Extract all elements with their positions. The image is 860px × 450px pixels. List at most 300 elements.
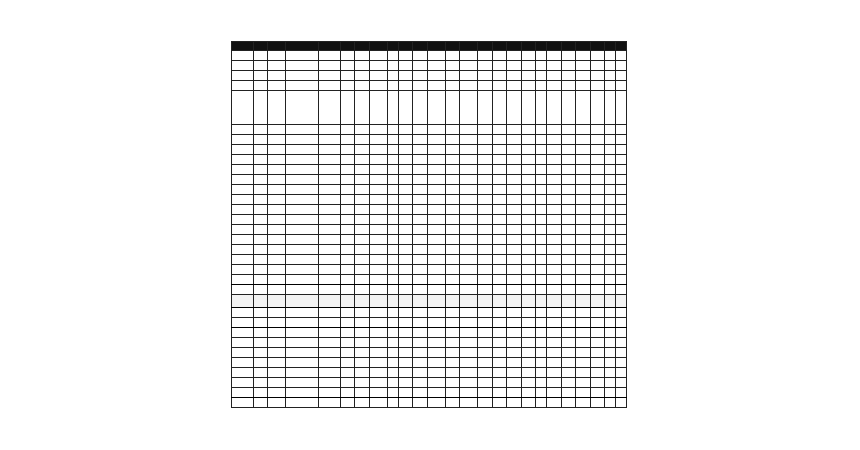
table-cell <box>232 91 254 125</box>
table-cell <box>605 125 616 135</box>
table-cell <box>615 215 626 225</box>
table-cell <box>286 195 319 205</box>
table-cell <box>268 255 286 265</box>
column-header <box>460 42 478 51</box>
table-cell <box>547 285 561 295</box>
table-cell <box>590 205 604 215</box>
table-cell <box>521 348 535 358</box>
column-header <box>268 42 286 51</box>
table-cell <box>355 175 369 185</box>
table-cell <box>286 125 319 135</box>
table-cell <box>460 175 478 185</box>
table-cell <box>398 318 412 328</box>
table-cell <box>615 165 626 175</box>
table-cell <box>398 348 412 358</box>
table-cell <box>232 245 254 255</box>
table-cell <box>340 378 354 388</box>
table-cell <box>413 165 427 175</box>
table-cell <box>460 125 478 135</box>
table-cell <box>318 368 340 378</box>
table-cell <box>615 175 626 185</box>
table-cell <box>536 51 547 61</box>
table-cell <box>605 71 616 81</box>
table-cell <box>445 378 459 388</box>
table-cell <box>286 135 319 145</box>
table-cell <box>340 235 354 245</box>
table-cell <box>590 388 604 398</box>
table-cell <box>232 398 254 408</box>
table-cell <box>507 348 521 358</box>
table-cell <box>492 81 506 91</box>
table-cell <box>492 205 506 215</box>
table-cell <box>521 318 535 328</box>
table-cell <box>478 255 492 265</box>
table-cell <box>590 215 604 225</box>
table-cell <box>340 398 354 408</box>
table-cell <box>478 368 492 378</box>
table-cell <box>398 135 412 145</box>
table-cell <box>268 195 286 205</box>
table-cell <box>286 318 319 328</box>
table-cell <box>232 338 254 348</box>
table-cell <box>232 388 254 398</box>
table-cell <box>355 205 369 215</box>
table-cell <box>478 285 492 295</box>
table-cell <box>413 388 427 398</box>
table-cell <box>445 265 459 275</box>
table-cell <box>460 388 478 398</box>
table-cell <box>268 388 286 398</box>
table-cell <box>369 185 387 195</box>
table-cell <box>536 185 547 195</box>
table-cell <box>369 398 387 408</box>
column-header <box>590 42 604 51</box>
table-cell <box>232 295 254 308</box>
table-cell <box>318 135 340 145</box>
table-cell <box>590 338 604 348</box>
column-header <box>561 42 575 51</box>
table-cell <box>427 275 445 285</box>
table-cell <box>478 205 492 215</box>
table-cell <box>232 215 254 225</box>
table-cell <box>398 145 412 155</box>
table-cell <box>536 338 547 348</box>
table-row <box>232 255 627 265</box>
table-cell <box>387 145 398 155</box>
table-cell <box>413 195 427 205</box>
table-cell <box>427 368 445 378</box>
table-cell <box>561 125 575 135</box>
table-cell <box>590 295 604 308</box>
table-cell <box>460 165 478 175</box>
table-cell <box>590 51 604 61</box>
table-cell <box>478 358 492 368</box>
table-cell <box>427 205 445 215</box>
table-cell <box>387 91 398 125</box>
table-cell <box>547 275 561 285</box>
table-cell <box>340 215 354 225</box>
table-row <box>232 328 627 338</box>
table-cell <box>507 91 521 125</box>
table-cell <box>507 245 521 255</box>
table-cell <box>369 195 387 205</box>
table-cell <box>536 308 547 318</box>
table-cell <box>369 205 387 215</box>
table-cell <box>369 145 387 155</box>
table-cell <box>576 215 590 225</box>
table-cell <box>286 235 319 245</box>
table-cell <box>445 295 459 308</box>
table-cell <box>576 328 590 338</box>
table-cell <box>268 235 286 245</box>
table-cell <box>268 205 286 215</box>
table-cell <box>398 185 412 195</box>
table-cell <box>340 368 354 378</box>
table-cell <box>318 328 340 338</box>
table-cell <box>413 275 427 285</box>
table-cell <box>547 135 561 145</box>
table-cell <box>615 368 626 378</box>
table-cell <box>605 145 616 155</box>
table-cell <box>318 195 340 205</box>
table-cell <box>369 358 387 368</box>
table-cell <box>478 145 492 155</box>
table-row <box>232 135 627 145</box>
table-cell <box>427 235 445 245</box>
table-cell <box>286 285 319 295</box>
table-cell <box>590 91 604 125</box>
table-cell <box>286 91 319 125</box>
table-cell <box>355 265 369 275</box>
table-cell <box>561 308 575 318</box>
table-cell <box>507 51 521 61</box>
table-cell <box>427 185 445 195</box>
table-cell <box>427 165 445 175</box>
table-cell <box>445 175 459 185</box>
table-cell <box>318 91 340 125</box>
table-cell <box>521 378 535 388</box>
table-cell <box>478 195 492 205</box>
table-row <box>232 205 627 215</box>
table-cell <box>561 71 575 81</box>
table-cell <box>355 155 369 165</box>
table-cell <box>536 348 547 358</box>
table-cell <box>615 265 626 275</box>
table-cell <box>340 195 354 205</box>
table-cell <box>615 328 626 338</box>
table-cell <box>576 235 590 245</box>
table-cell <box>398 61 412 71</box>
table-cell <box>413 368 427 378</box>
table-cell <box>460 145 478 155</box>
table-cell <box>253 71 267 81</box>
table-cell <box>355 61 369 71</box>
table-cell <box>492 165 506 175</box>
table-cell <box>615 135 626 145</box>
table-cell <box>460 245 478 255</box>
table-cell <box>413 235 427 245</box>
table-cell <box>615 61 626 71</box>
table-cell <box>253 398 267 408</box>
table-cell <box>590 125 604 135</box>
table-cell <box>286 245 319 255</box>
table-cell <box>286 165 319 175</box>
table-cell <box>460 215 478 225</box>
table-cell <box>561 318 575 328</box>
table-cell <box>536 265 547 275</box>
table-cell <box>561 338 575 348</box>
column-header <box>536 42 547 51</box>
table-cell <box>253 348 267 358</box>
table-cell <box>286 378 319 388</box>
table-cell <box>605 378 616 388</box>
table-cell <box>387 358 398 368</box>
table-cell <box>369 91 387 125</box>
table-cell <box>576 125 590 135</box>
table-cell <box>605 205 616 215</box>
table-cell <box>507 318 521 328</box>
table-cell <box>387 328 398 338</box>
table-cell <box>605 338 616 348</box>
table-cell <box>605 295 616 308</box>
table-cell <box>387 348 398 358</box>
table-cell <box>576 245 590 255</box>
table-cell <box>561 275 575 285</box>
table-cell <box>355 318 369 328</box>
table-cell <box>615 255 626 265</box>
table-cell <box>340 165 354 175</box>
table-cell <box>286 338 319 348</box>
table-cell <box>605 155 616 165</box>
table-cell <box>576 91 590 125</box>
table-cell <box>547 175 561 185</box>
table-row <box>232 61 627 71</box>
table-cell <box>492 155 506 165</box>
table-cell <box>507 155 521 165</box>
table-cell <box>413 285 427 295</box>
table-cell <box>460 51 478 61</box>
table-cell <box>478 165 492 175</box>
table-cell <box>253 135 267 145</box>
table-row <box>232 51 627 61</box>
table-cell <box>268 368 286 378</box>
table-cell <box>576 338 590 348</box>
table-cell <box>427 318 445 328</box>
table-cell <box>387 215 398 225</box>
table-cell <box>478 388 492 398</box>
table-cell <box>615 285 626 295</box>
table-cell <box>253 265 267 275</box>
table-cell <box>615 125 626 135</box>
table-cell <box>355 295 369 308</box>
table-cell <box>387 318 398 328</box>
table-cell <box>340 71 354 81</box>
table-cell <box>492 125 506 135</box>
table-cell <box>547 81 561 91</box>
table-cell <box>318 165 340 175</box>
table-cell <box>547 225 561 235</box>
table-cell <box>507 388 521 398</box>
table-cell <box>547 51 561 61</box>
table-cell <box>478 275 492 285</box>
table-cell <box>460 328 478 338</box>
table-cell <box>547 165 561 175</box>
table-cell <box>547 185 561 195</box>
table-cell <box>232 145 254 155</box>
table-cell <box>340 145 354 155</box>
table-cell <box>478 308 492 318</box>
column-header <box>507 42 521 51</box>
table-cell <box>492 215 506 225</box>
table-row <box>232 308 627 318</box>
table-cell <box>492 348 506 358</box>
table-row <box>232 225 627 235</box>
table-cell <box>615 205 626 215</box>
table-cell <box>340 51 354 61</box>
table-cell <box>268 338 286 348</box>
table-cell <box>605 61 616 71</box>
table-cell <box>427 265 445 275</box>
table-cell <box>318 215 340 225</box>
table-cell <box>536 358 547 368</box>
table-cell <box>413 295 427 308</box>
table-cell <box>521 165 535 175</box>
table-cell <box>318 378 340 388</box>
table-cell <box>460 81 478 91</box>
table-cell <box>605 255 616 265</box>
table-cell <box>605 165 616 175</box>
table-cell <box>340 185 354 195</box>
table-cell <box>561 185 575 195</box>
table-cell <box>355 378 369 388</box>
table-cell <box>561 388 575 398</box>
table-cell <box>590 195 604 205</box>
table-cell <box>536 195 547 205</box>
table-cell <box>253 205 267 215</box>
table-cell <box>369 308 387 318</box>
table-cell <box>427 125 445 135</box>
table-cell <box>590 145 604 155</box>
table-cell <box>492 185 506 195</box>
table-cell <box>253 318 267 328</box>
table-cell <box>445 328 459 338</box>
table-cell <box>253 295 267 308</box>
table-cell <box>605 135 616 145</box>
table-cell <box>521 155 535 165</box>
table-cell <box>615 338 626 348</box>
table-cell <box>413 255 427 265</box>
table-cell <box>561 328 575 338</box>
table-cell <box>536 61 547 71</box>
table-cell <box>590 235 604 245</box>
table-cell <box>413 308 427 318</box>
table-cell <box>492 255 506 265</box>
table-cell <box>268 81 286 91</box>
table-cell <box>478 265 492 275</box>
table-cell <box>445 368 459 378</box>
table-cell <box>547 145 561 155</box>
table-cell <box>561 348 575 358</box>
table-cell <box>521 215 535 225</box>
table-cell <box>561 81 575 91</box>
table-cell <box>507 145 521 155</box>
column-header <box>605 42 616 51</box>
table-cell <box>286 71 319 81</box>
table-cell <box>590 175 604 185</box>
table-cell <box>615 71 626 81</box>
table-cell <box>398 398 412 408</box>
table-cell <box>427 195 445 205</box>
table-row <box>232 185 627 195</box>
table-cell <box>387 185 398 195</box>
table-header-row <box>232 42 627 51</box>
table-cell <box>507 295 521 308</box>
table-cell <box>521 245 535 255</box>
table-row <box>232 145 627 155</box>
table-cell <box>318 175 340 185</box>
table-cell <box>369 368 387 378</box>
table-cell <box>605 195 616 205</box>
table-cell <box>521 205 535 215</box>
table-cell <box>318 61 340 71</box>
table-cell <box>369 125 387 135</box>
table-cell <box>413 185 427 195</box>
table-cell <box>286 205 319 215</box>
table-cell <box>355 225 369 235</box>
table-cell <box>445 51 459 61</box>
table-cell <box>318 51 340 61</box>
table-row <box>232 125 627 135</box>
table-cell <box>398 368 412 378</box>
table-cell <box>536 328 547 338</box>
table-row <box>232 165 627 175</box>
table-cell <box>547 318 561 328</box>
table-cell <box>576 275 590 285</box>
table-cell <box>445 338 459 348</box>
table-cell <box>445 91 459 125</box>
table-cell <box>340 388 354 398</box>
table-cell <box>232 61 254 71</box>
table-cell <box>340 318 354 328</box>
table-cell <box>478 338 492 348</box>
table-cell <box>460 378 478 388</box>
table-cell <box>355 135 369 145</box>
table-cell <box>445 358 459 368</box>
table-cell <box>398 295 412 308</box>
table-cell <box>340 328 354 338</box>
table-cell <box>232 378 254 388</box>
table-cell <box>492 318 506 328</box>
table-cell <box>445 285 459 295</box>
table-cell <box>445 81 459 91</box>
table-cell <box>561 135 575 145</box>
table-cell <box>268 145 286 155</box>
table-cell <box>268 125 286 135</box>
table-cell <box>478 215 492 225</box>
table-cell <box>605 388 616 398</box>
table-cell <box>576 185 590 195</box>
table-cell <box>355 338 369 348</box>
table-row <box>232 215 627 225</box>
table-cell <box>268 51 286 61</box>
table-cell <box>478 398 492 408</box>
table-cell <box>445 398 459 408</box>
table-cell <box>478 245 492 255</box>
table-cell <box>232 135 254 145</box>
table-cell <box>340 225 354 235</box>
table-cell <box>536 235 547 245</box>
table-cell <box>590 308 604 318</box>
